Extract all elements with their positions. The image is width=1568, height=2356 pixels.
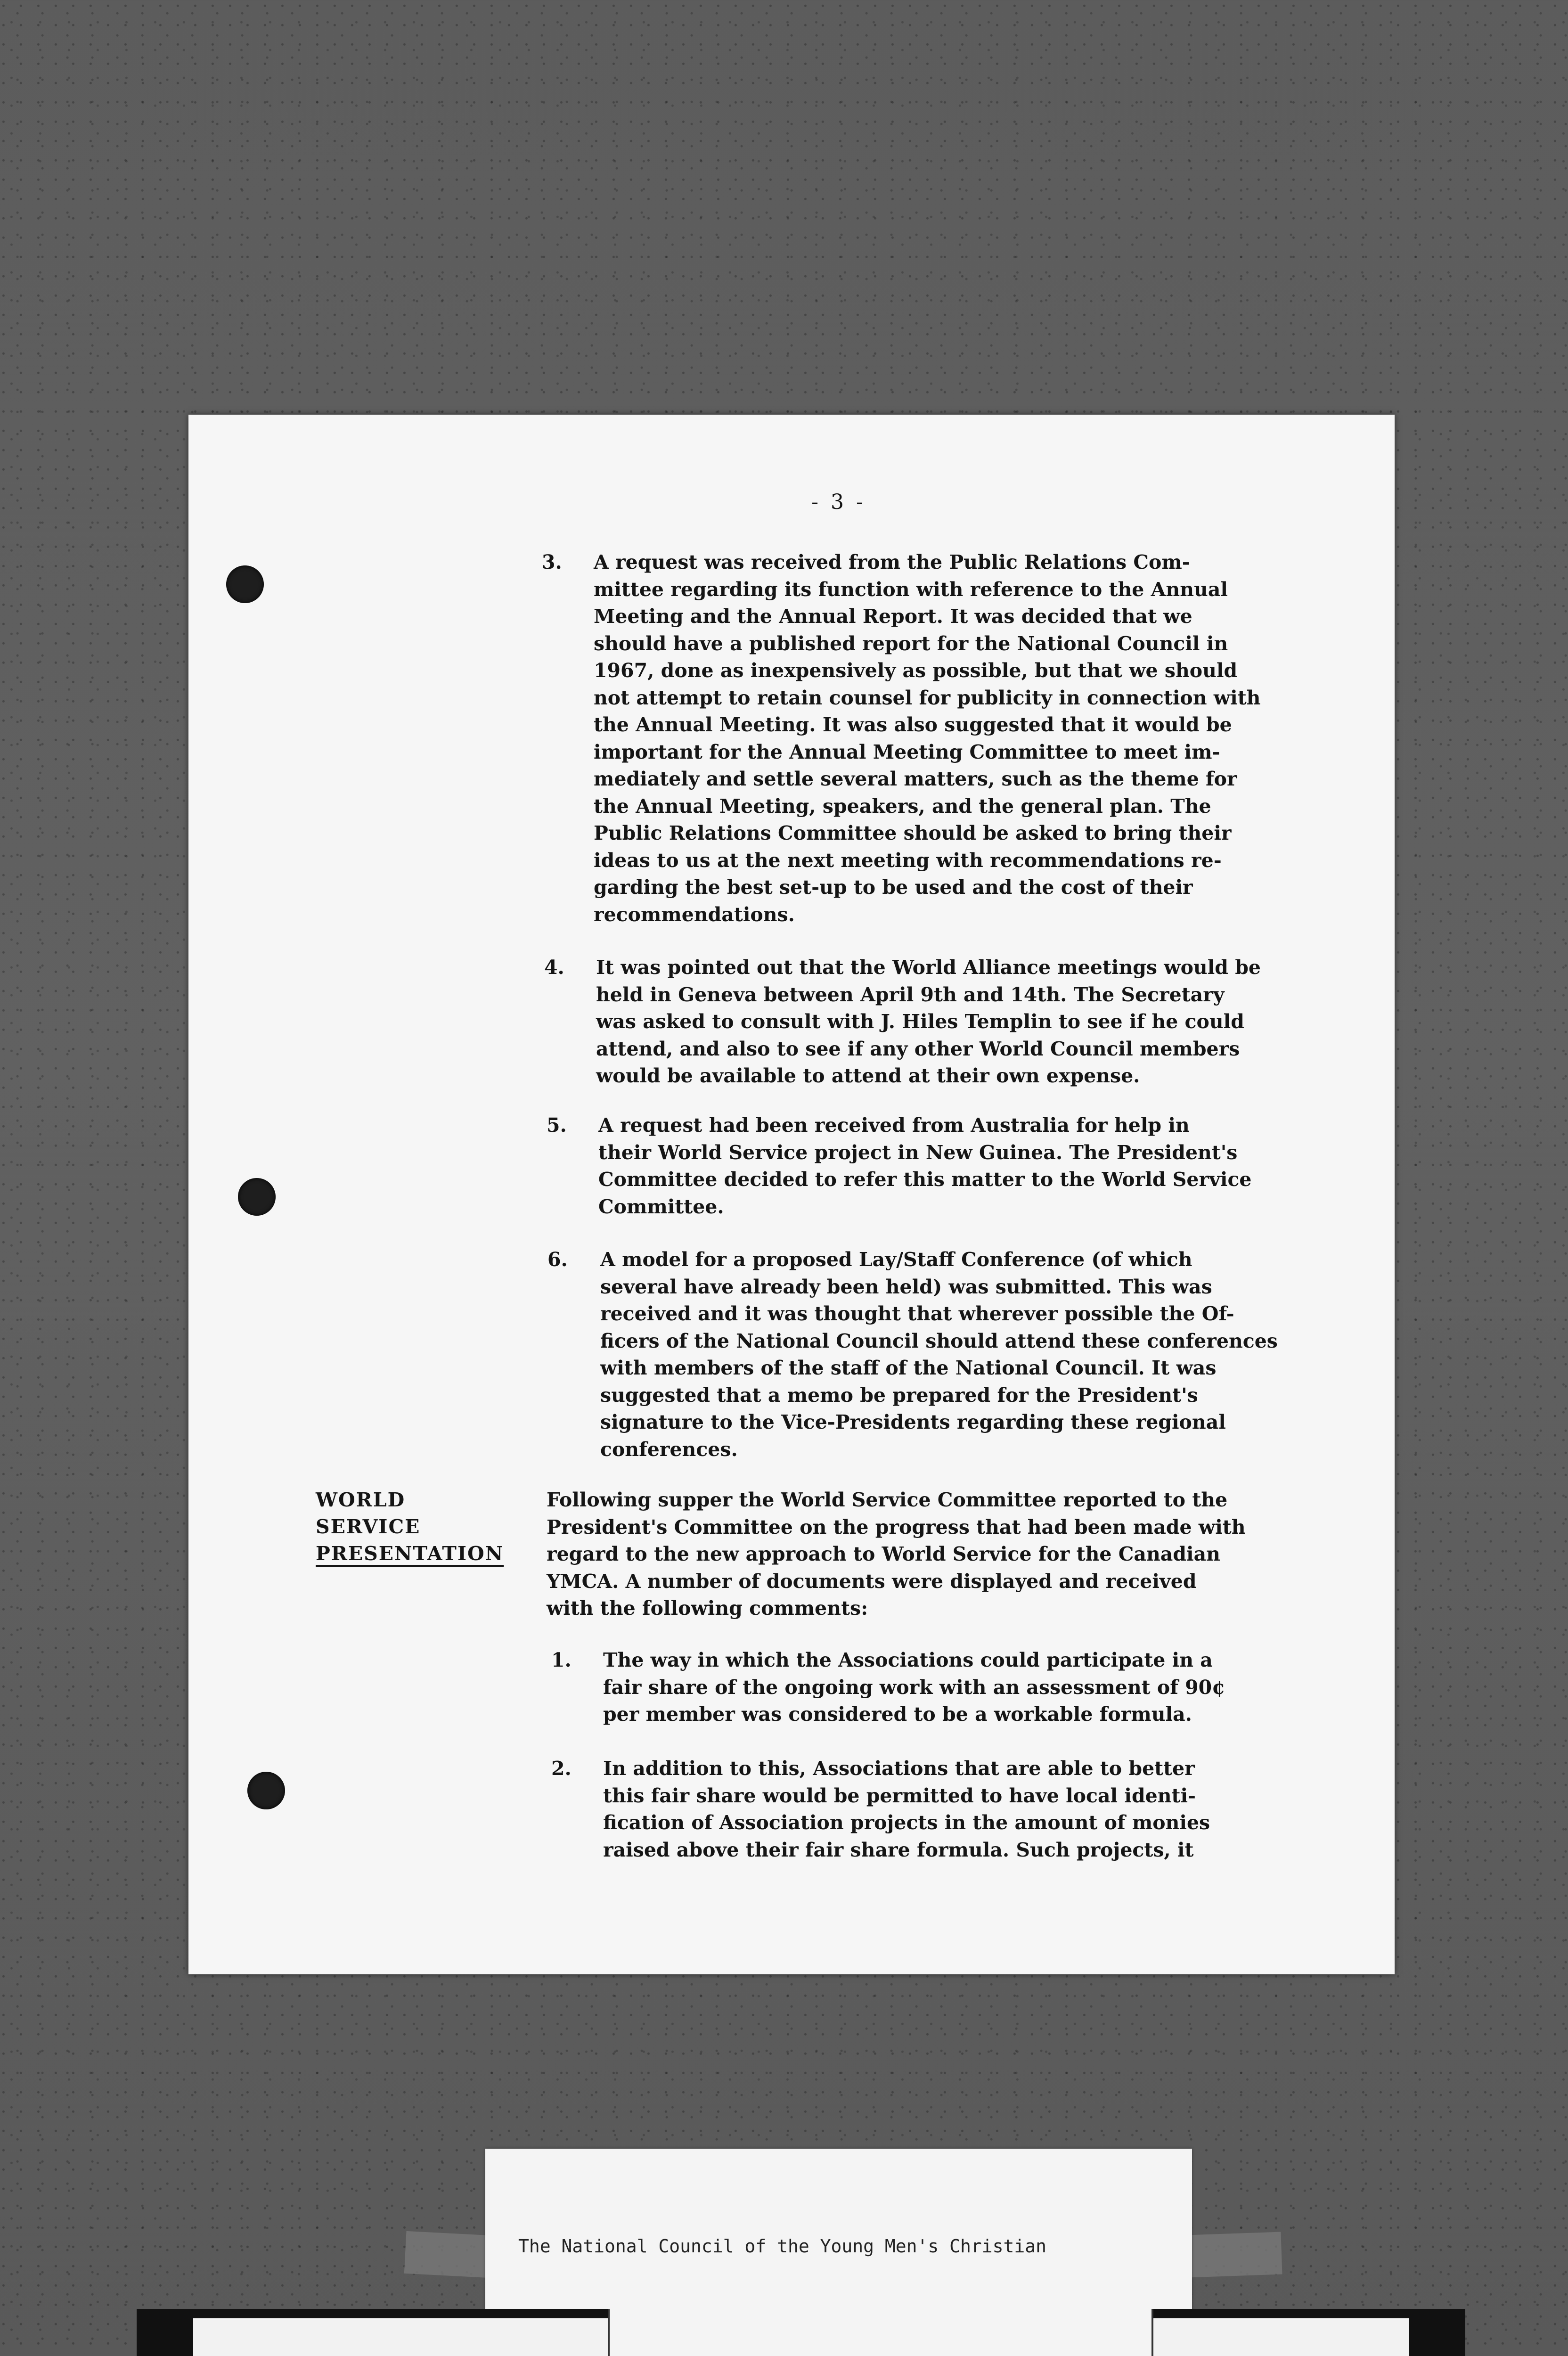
- page-number: - 3 -: [811, 490, 866, 514]
- item-number: 5.: [547, 1114, 567, 1137]
- punch-hole-middle: [238, 1178, 276, 1216]
- side-heading: [316, 1487, 504, 1567]
- archive-card: [137, 2309, 1465, 2356]
- item-number: 6.: [547, 1248, 568, 1271]
- item-text: A request had been received from Australia for help in their World Service project in New Guinea. The President's Committee decided to refer this matter to the World Service Committee.: [598, 1114, 1252, 1218]
- side-heading-line: PRESENTATION: [316, 1542, 504, 1565]
- side-heading-line: WORLD: [316, 1489, 406, 1511]
- item-text: The way in which the Associations could participate in a fair share of the ongoing work with an assessment of 90¢ per member was considered to be a workable formula.: [603, 1649, 1225, 1726]
- punch-hole-top: [226, 565, 264, 603]
- label-line: The National Council of the Young Men's Christian: [518, 2236, 1047, 2257]
- document-page: [188, 415, 1395, 1974]
- item-text: A request was received from the Public Relations Com- mittee regarding its function with reference to the Annual Meeting and the Annual Report. It was decided that we should have a published report for the National Council in 1967, done as inexpensively as possible, but that we should not attempt to retain counsel for publicity in connection with the Annual Meeting. It was also suggested that it would be important for the Annual Meeting Committee to meet im- mediately and settle several matters, such as the theme for the Annual Meeting, speakers, and the general plan. The Public Relations Committee should be asked to bring their ideas to us at the next meeting with recommendations re- garding the best set-up to be used and the cost of their recommendations.: [594, 551, 1261, 926]
- item-number: 4.: [544, 956, 564, 979]
- item-text: A model for a proposed Lay/Staff Conference (of which several have already been held) was submitted. This was received and it was thought that wherever possible the Of- ficers of the National Council should attend these conferences with members of the staff of the National Council. It was suggested that a memo be prepared for the President's signature to the Vice-Presidents regarding these regional conferences.: [600, 1248, 1278, 1461]
- world-service-paragraph: Following supper the World Service Committee reported to the President's Committee on the progress that had been made with regard to the new approach to World Service for the Canadian YMCA. A number of documents were displayed and received with the following comments:: [547, 1489, 1246, 1620]
- archive-card-tab: [608, 2309, 1153, 2356]
- side-heading-line: SERVICE: [316, 1515, 421, 1538]
- tape-right: [1186, 2232, 1282, 2278]
- item-text: It was pointed out that the World Alliance meetings would be held in Geneva between April 9th and 14th. The Secretary was asked to consult with J. Hiles Templin to see if he could attend, and also to see if any other World Council members would be available to attend at their own expense.: [596, 956, 1261, 1087]
- item-number: 1.: [551, 1649, 572, 1671]
- item-number: 3.: [542, 551, 562, 573]
- item-number: 2.: [551, 1757, 572, 1780]
- punch-hole-bottom: [247, 1772, 285, 1809]
- item-text: In addition to this, Associations that are able to better this fair share would be permitted to have local identi- fication of Association projects in the amount of monies raised above their fair share formula. Such projects, it: [603, 1757, 1210, 1861]
